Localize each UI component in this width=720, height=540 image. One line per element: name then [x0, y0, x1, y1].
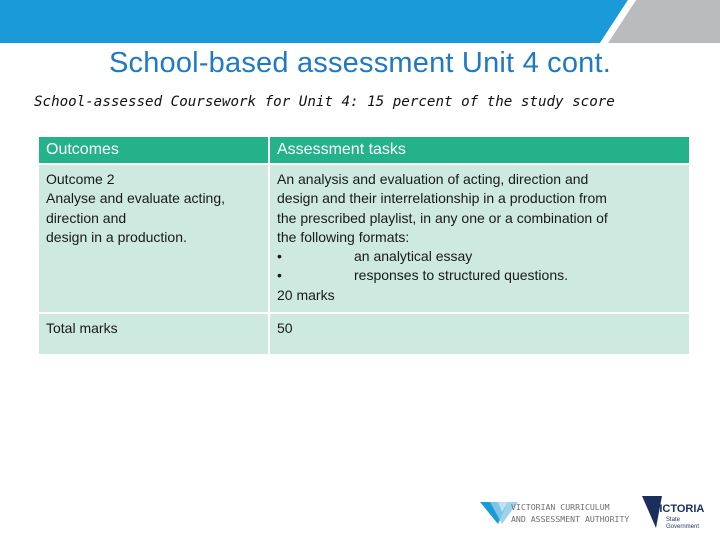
bullet-item — [277, 266, 682, 285]
task-desc-line: the following formats: — [277, 228, 410, 245]
col-header-outcomes: Outcomes — [38, 136, 269, 164]
victoria-sub1: State — [666, 517, 681, 523]
outcome-desc-line: direction and — [46, 209, 127, 226]
outcome-name: Outcome 2 — [46, 171, 115, 187]
total-row — [38, 313, 690, 355]
bullet-item — [277, 247, 682, 266]
footer-logos — [480, 494, 710, 539]
task-desc-line: design and their interrelationship in a production from — [277, 190, 607, 207]
bullet-text: responses to structured questions. — [354, 267, 569, 284]
vcaa-name-line2: AND ASSESSMENT AUTHORITY — [511, 514, 630, 524]
bullet-icon: • — [277, 267, 282, 284]
outcome-cell — [38, 164, 269, 313]
top-banner — [0, 0, 720, 43]
total-marks-label: Total marks — [38, 313, 269, 355]
vcaa-logo — [480, 502, 629, 524]
victoria-logo — [640, 496, 708, 532]
task-marks: 20 marks — [277, 286, 335, 303]
page-title: School-based assessment Unit 4 cont. — [108, 47, 612, 79]
bullet-icon: • — [277, 248, 282, 265]
task-desc-line: An analysis and evaluation of acting, direction and — [277, 171, 589, 187]
outcome-desc-line: design in a production. — [46, 228, 187, 245]
victoria-sub2: Government — [666, 524, 700, 530]
task-desc-line: the prescribed playlist, in any one or a combination of — [277, 209, 608, 226]
assessment-table — [37, 135, 691, 356]
table-header-row — [38, 136, 690, 164]
task-cell — [269, 164, 690, 313]
col-header-tasks: Assessment tasks — [269, 136, 690, 164]
table-row — [38, 164, 690, 313]
outcome-desc-line: Analyse and evaluate acting, — [46, 190, 226, 207]
page-subtitle: School-assessed Coursework for Unit 4: 15 percent of the study score — [34, 94, 615, 110]
vcaa-name-line1: VICTORIAN CURRICULUM — [511, 502, 610, 512]
victoria-wordmark: VICTORIA — [652, 503, 705, 515]
bullet-text: an analytical essay — [354, 248, 473, 265]
total-marks-value: 50 — [269, 313, 690, 355]
